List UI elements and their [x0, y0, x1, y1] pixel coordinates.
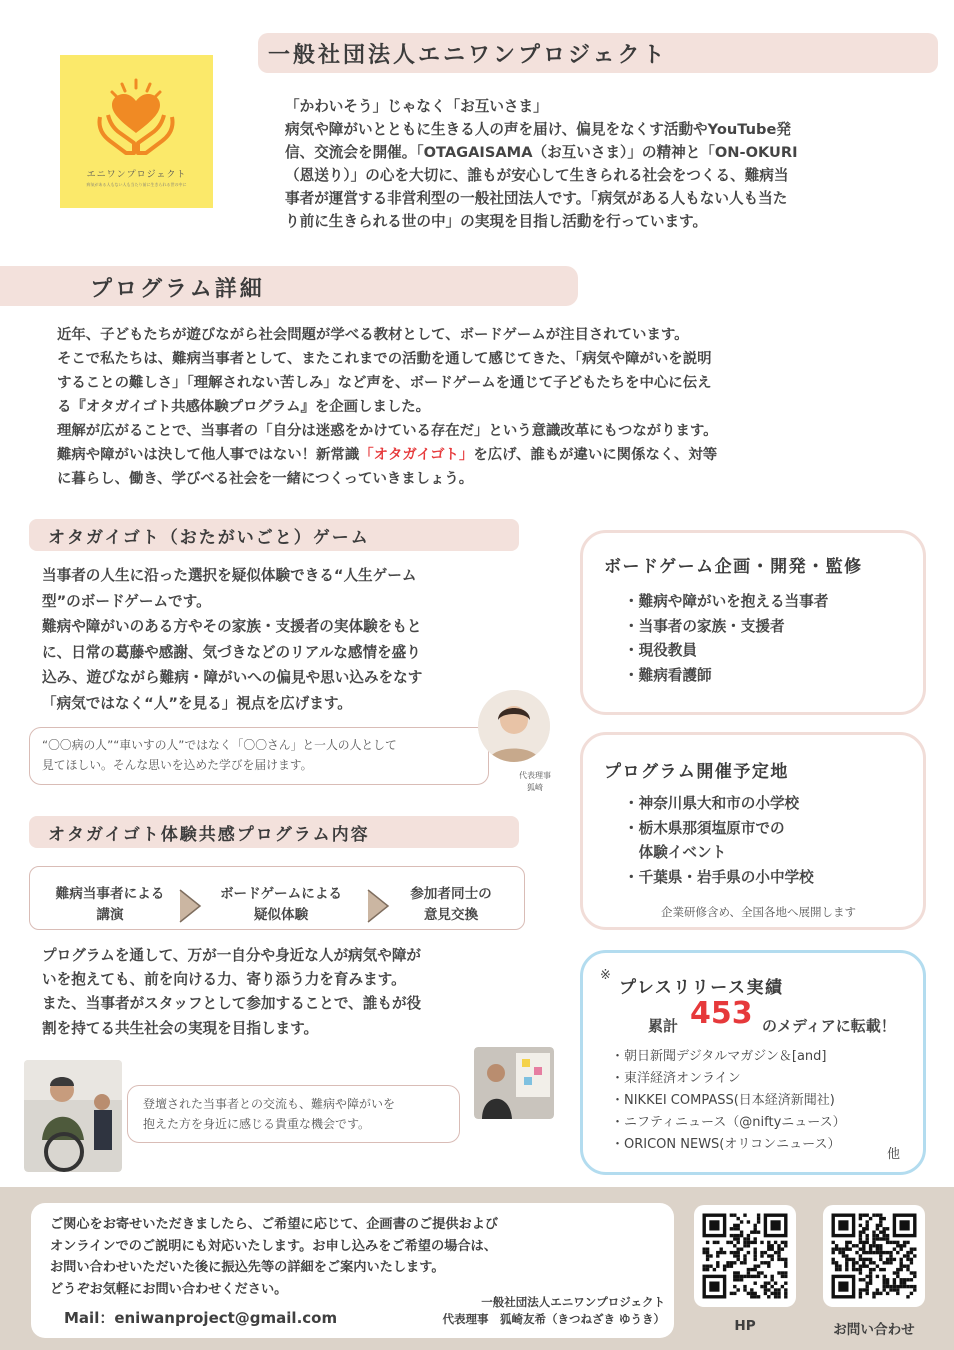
content-line: 割を持てる共生社会の実現を目指します。 — [42, 1019, 319, 1037]
program-line: 近年、子どもたちが遊びながら社会問題が学べる教材として、ボードゲームが注目されています。 — [57, 327, 689, 343]
contact-email[interactable]: Mail：eniwanproject@gmail.com — [64, 1309, 338, 1327]
photo-caption — [143, 1094, 453, 1134]
press-item: ・朝日新聞デジタルマガジン＆[and] — [611, 1049, 827, 1064]
press-item: ・NIKKEI COMPASS(日本経済新聞社) — [611, 1093, 835, 1108]
rep-name: 狐崎 — [527, 783, 543, 792]
game-line: 当事者の人生に沿った選択を疑似体験できる“人生ゲーム — [42, 567, 417, 584]
intro-line: 病気や障がいとともに生きる人の声を届け、偏見をなくす活動やYouTube発 — [285, 121, 791, 138]
quote-text — [42, 735, 482, 775]
org-title: 一般社団法人エニワンプロジェクト — [268, 43, 668, 68]
flow-step-line: 講演 — [96, 907, 124, 923]
venues-note: 企業研修含め、全国各地へ展開します — [661, 905, 857, 919]
game-description — [42, 563, 512, 716]
flow-step-line: ボードゲームによる — [219, 886, 343, 902]
game-title: オタガイゴト（おたがいごと）ゲーム — [48, 528, 370, 548]
content-line: プログラムを通して、万が一自分や身近な人が病気や障が — [42, 947, 422, 964]
intro-paragraph — [285, 95, 905, 233]
program-line: することの難しさ」「理解されない苦しみ」など声を、ボードゲームを通じて子どもたちを中心に伝え — [57, 375, 712, 391]
list-item: ・現役教員 — [624, 642, 697, 659]
arrow-right-icon — [366, 889, 390, 923]
signature — [415, 1294, 665, 1328]
list-item: ・神奈川県大和市の小学校 — [624, 795, 800, 812]
content-description — [42, 944, 522, 1041]
game-line: 型”のボードゲームです。 — [42, 592, 211, 610]
game-line: に、日常の葛藤や感謝、気づきなどのリアルな感情を盛り — [42, 643, 421, 661]
logo-name: エニワンプロジェクト — [86, 170, 187, 180]
press-item: ・東洋経済オンライン — [611, 1071, 741, 1086]
press-list — [611, 1046, 846, 1156]
supervision-list — [624, 590, 828, 688]
rep-role: 代表理事 — [519, 771, 551, 780]
signature-org: 一般社団法人エニワンプロジェクト — [481, 1295, 665, 1309]
press-count: 453 — [690, 996, 753, 1031]
qr-hp-label: HP — [734, 1318, 756, 1334]
program-line-text: 難病や障がいは決して他人事ではない！新常識 — [57, 447, 360, 463]
supervision-title: ボードゲーム企画・開発・監修 — [604, 557, 863, 577]
intro-line: 事者が運営する非営利型の一般社団法人です。「病気がある人もない人も当た — [285, 190, 788, 207]
press-etc: 他 — [887, 1147, 901, 1162]
contact-text — [50, 1214, 660, 1300]
representative-photo — [478, 690, 550, 762]
contact-line: ご関心をお寄せいただきましたら、ご希望に応じて、企画書のご提供および — [50, 1217, 499, 1232]
heart-hands-icon — [60, 55, 213, 165]
otagaigoto-highlight: 「オタガイゴト」 — [359, 447, 474, 463]
list-item: ・難病や障がいを抱える当事者 — [624, 593, 829, 610]
press-title: プレスリリース実績 — [619, 978, 784, 998]
program-line: 理解が広がることで、当事者の「自分は迷惑をかけている存在だ」という意識改革にもつながります。 — [57, 423, 718, 439]
qr-code-icon — [694, 1205, 796, 1307]
program-line-text: を広げ、誰もが違いに関係なく、対等 — [473, 447, 718, 463]
logo-tagline: 病気がある人もない人も当たり前に生きられる世の中に — [86, 182, 187, 187]
press-item: ・ニフティニュース（@niftyニュース） — [611, 1115, 846, 1130]
list-item: ・当事者の家族・支援者 — [624, 617, 785, 635]
quote-line: 見てほしい。そんな思いを込めた学びを届けます。 — [42, 758, 313, 772]
flow-step-line: 参加者同士の — [410, 886, 492, 902]
org-logo — [60, 55, 213, 208]
press-count-suffix: のメディアに転載！ — [762, 1017, 896, 1035]
intro-line: （恩送り）」の心を大切に、誰もが安心して生きられる社会をつくる、難病当 — [285, 167, 789, 184]
program-title: プログラム詳細 — [90, 277, 265, 302]
contact-line: どうぞお気軽にお問い合わせください。 — [50, 1281, 288, 1297]
intro-line: 信、交流会を開催。「OTAGAISAMA（お互いさま）」の精神と「ON-OKURI — [285, 144, 798, 161]
program-line: に暮らし、働き、学びべる社会を一緒につくっていきましょう。 — [57, 471, 474, 487]
program-band — [0, 266, 578, 306]
content-line: また、当事者がスタッフとして参加することで、誰もが役 — [42, 995, 422, 1013]
program-paragraph — [57, 323, 897, 491]
intro-line: 「かわいそう」じゃなく「お互いさま」 — [285, 98, 548, 115]
content-title: オタガイゴト体験共感プログラム内容 — [48, 825, 370, 845]
qr-code-icon — [823, 1205, 925, 1307]
game-line: 難病や障がいのある方やその家族・支援者の実体験をもと — [42, 618, 422, 635]
program-line: る『オタガイゴト共感体験プログラム』を企画しました。 — [57, 399, 431, 415]
press-count-prefix: 累計 — [648, 1017, 679, 1035]
press-mark: ※ — [600, 968, 611, 983]
representative-caption — [500, 770, 570, 794]
list-item: 体験イベント — [624, 844, 727, 861]
signature-rep: 代表理事 狐崎友希（きつねざき ゆうき） — [442, 1312, 665, 1326]
caption-line: 抱えた方を身近に感じる貴重な機会です。 — [143, 1117, 371, 1131]
flow-step-game — [206, 884, 356, 926]
venues-title: プログラム開催予定地 — [604, 762, 789, 782]
content-line: いを抱えても、前を向ける力、寄り添う力を育みます。 — [42, 971, 406, 989]
arrow-right-icon — [178, 889, 202, 923]
contact-line: オンラインでのご説明にも対応いたします。お申し込みをご希望の場合は、 — [50, 1238, 497, 1254]
flow-step-line: 疑似体験 — [253, 907, 309, 923]
event-photo-workshop — [474, 1047, 554, 1119]
contact-line: お問い合わせいただいた後に振込先等の詳細をご案内いたします。 — [50, 1260, 445, 1276]
program-line: そこで私たちは、難病当事者として、またこれまでの活動を通して感じてきた、「病気や障がいを説明 — [57, 351, 712, 367]
flow-step-exchange — [388, 884, 514, 926]
press-item: ・ORICON NEWS(オリコンニュース） — [611, 1137, 841, 1152]
intro-line: り前に生きられる世の中」の実現を目指し活動を行っています。 — [285, 213, 708, 230]
venues-list — [624, 792, 814, 890]
caption-line: 登壇された当事者との交流も、難病や障がいを — [143, 1097, 396, 1111]
flow-step-lecture — [40, 884, 180, 926]
flow-step-line: 難病当事者による — [55, 886, 165, 902]
game-line: 込み、遊びながら難病・障がいへの偏見や思い込みをなす — [42, 669, 423, 686]
qr-hp[interactable] — [694, 1205, 796, 1307]
event-photo-speaker — [24, 1060, 122, 1172]
qr-contact[interactable] — [823, 1205, 925, 1307]
list-item: ・栃木県那須塩原市での — [624, 819, 785, 837]
quote-line: “〇〇病の人”“車いすの人”ではなく「〇〇さん」と一人の人として — [42, 738, 397, 752]
game-line: 「病気ではなく“人”を見る」視点を広げます。 — [42, 694, 352, 712]
list-item: ・難病看護師 — [624, 666, 712, 684]
list-item: ・千葉県・岩手県の小中学校 — [624, 868, 814, 886]
program-line — [57, 443, 897, 467]
flow-step-line: 意見交換 — [423, 907, 479, 923]
qr-contact-label: お問い合わせ — [833, 1322, 915, 1338]
